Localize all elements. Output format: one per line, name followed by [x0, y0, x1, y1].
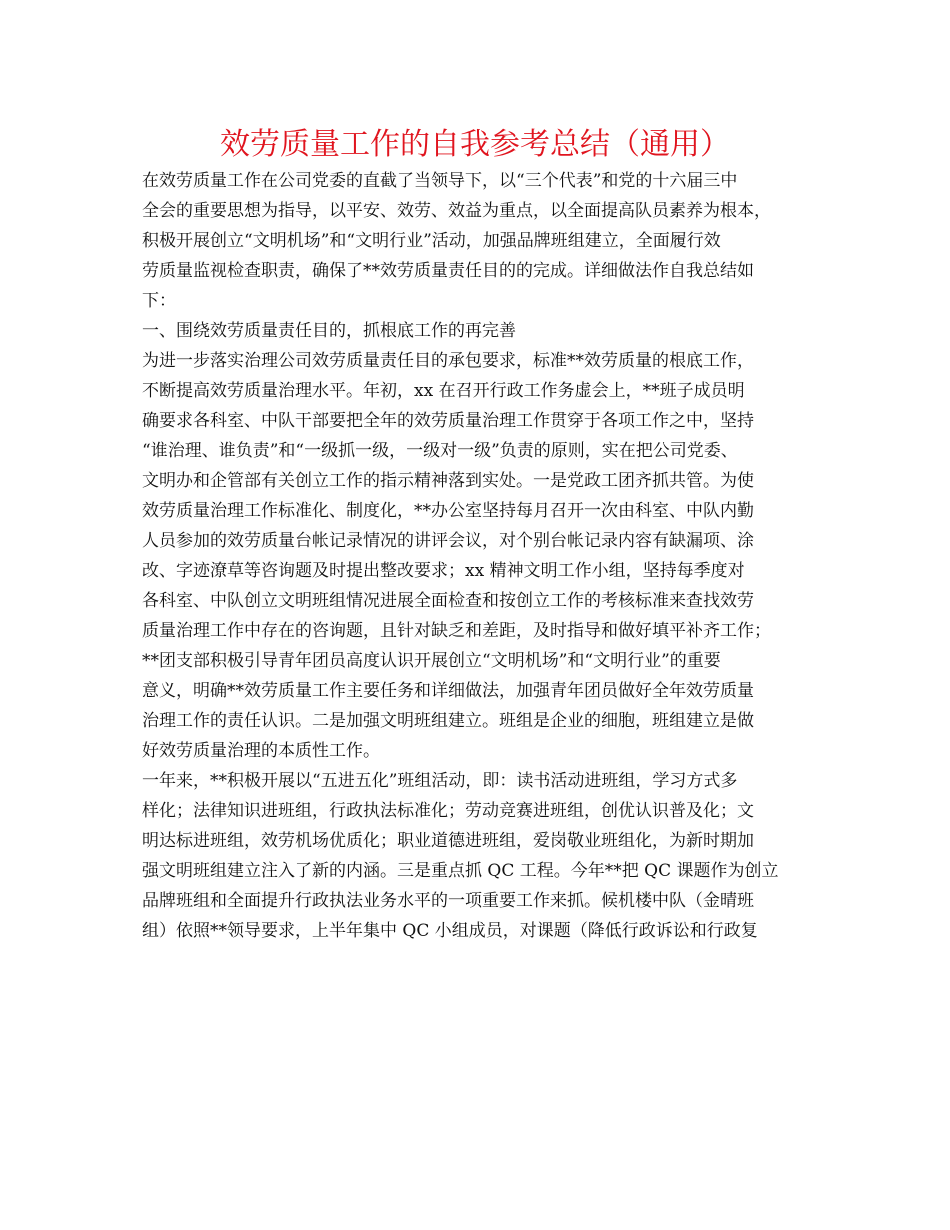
- text-line: **团支部积极引导青年团员高度认识开展创立“文明机场”和“文明行业”的重要: [142, 651, 721, 671]
- document-body: [142, 166, 822, 946]
- text-line: 各科室、中队创立文明班组情况进展全面检查和按创立工作的考核标准来查找效劳: [142, 591, 754, 611]
- text-line: 质量治理工作中存在的咨询题，且针对缺乏和差距，及时指导和做好填平补齐工作；: [142, 621, 771, 641]
- document-title: 效劳质量工作的自我参考总结（通用）: [220, 127, 730, 162]
- text-line: 强文明班组建立注入了新的内涵。三是重点抓 QC 工程。今年**把 QC 课题作为创立: [142, 861, 779, 881]
- text-line: 效劳质量治理工作标准化、制度化，**办公室坚持每月召开一次由科室、中队内勤: [142, 501, 754, 521]
- text-line: 劳质量监视检查职责，确保了**效劳质量责任目的的完成。详细做法作自我总结如: [142, 261, 754, 281]
- text-line: 积极开展创立“文明机场”和“文明行业”活动，加强品牌班组建立，全面履行效: [142, 231, 721, 251]
- text-line: 在效劳质量工作在公司党委的直截了当领导下，以“三个代表”和党的十六届三中: [142, 171, 738, 191]
- text-line: 不断提高效劳质量治理水平。年初，xx 在召开行政工作务虚会上，**班子成员明: [142, 381, 745, 401]
- text-line: 人员参加的效劳质量台帐记录情况的讲评会议，对个别台帐记录内容有缺漏项、涂: [142, 531, 754, 551]
- text-line: 样化；法律知识进班组，行政执法标准化；劳动竞赛进班组，创优认识普及化；文: [142, 801, 754, 821]
- text-line: 一、围绕效劳质量责任目的，抓根底工作的再完善: [142, 321, 516, 341]
- text-line: 下：: [142, 291, 176, 311]
- text-line: 一年来，**积极开展以“五进五化”班组活动，即：读书活动进班组，学习方式多: [142, 771, 738, 791]
- text-line: 改、字迹潦草等咨询题及时提出整改要求；xx 精神文明工作小组，坚持每季度对: [142, 561, 745, 581]
- text-line: 组）依照**领导要求，上半年集中 QC 小组成员，对课题（降低行政诉讼和行政复: [142, 921, 758, 941]
- text-line: 治理工作的责任认识。二是加强文明班组建立。班组是企业的细胞，班组建立是做: [142, 711, 754, 731]
- text-line: 明达标进班组，效劳机场优质化；职业道德进班组，爱岗敬业班组化，为新时期加: [142, 831, 754, 851]
- text-line: 确要求各科室、中队干部要把全年的效劳质量治理工作贯穿于各项工作之中，坚持: [142, 411, 754, 431]
- text-line: 全会的重要思想为指导，以平安、效劳、效益为重点，以全面提高队员素养为根本，: [142, 201, 771, 221]
- text-line: 好效劳质量治理的本质性工作。: [142, 741, 380, 761]
- text-line: 为进一步落实治理公司效劳质量责任目的承包要求，标准**效劳质量的根底工作，: [142, 351, 754, 371]
- text-line: 文明办和企管部有关创立工作的指示精神落到实处。一是党政工团齐抓共管。为使: [142, 471, 754, 491]
- text-line: 品牌班组和全面提升行政执法业务水平的一项重要工作来抓。候机楼中队（金晴班: [142, 891, 754, 911]
- text-line: 意义，明确**效劳质量工作主要任务和详细做法，加强青年团员做好全年效劳质量: [142, 681, 754, 701]
- text-line: “谁治理、谁负责”和“一级抓一级，一级对一级”负责的原则，实在把公司党委、: [142, 441, 738, 461]
